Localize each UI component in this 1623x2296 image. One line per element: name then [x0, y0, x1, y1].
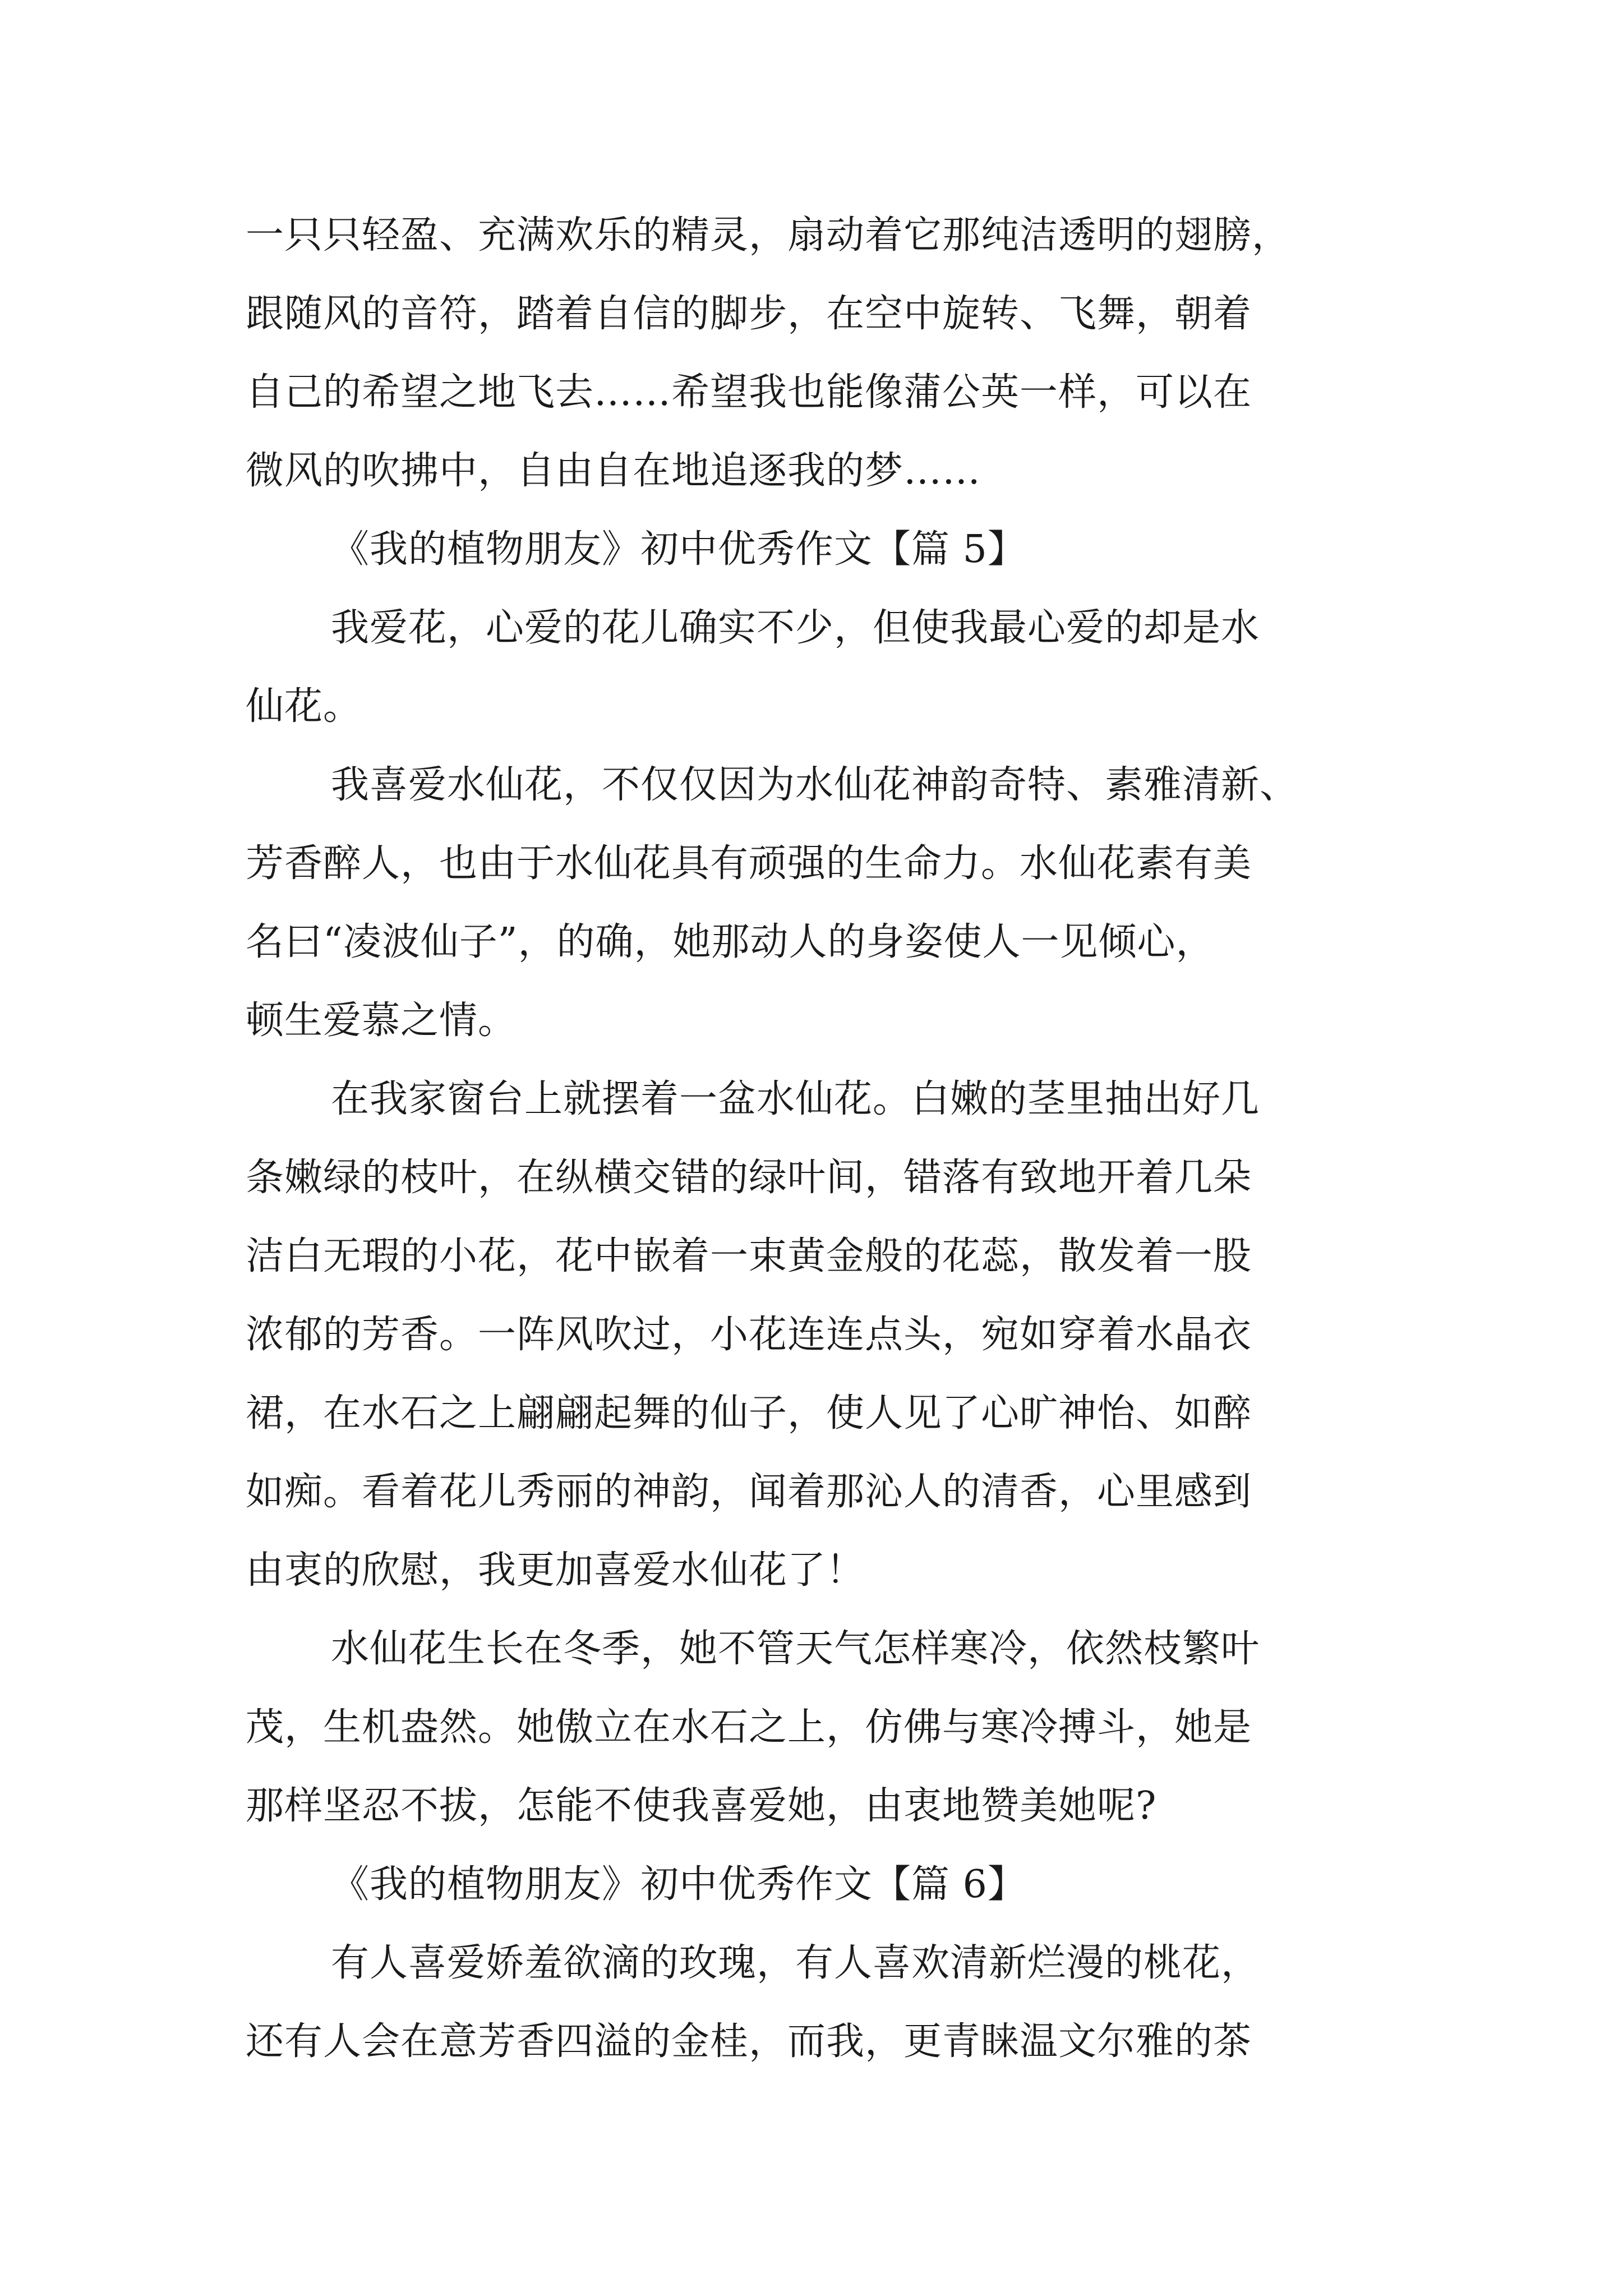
text-line: 仙花。: [246, 684, 362, 729]
text-line: 我喜爱水仙花，不仅仅因为水仙花神韵奇特、素雅清新、: [331, 763, 1299, 807]
text-line: 如痴。看着花儿秀丽的神韵，闻着那沁人的清香，心里感到: [246, 1470, 1252, 1514]
text-line: 自己的希望之地飞去……希望我也能像蒲公英一样，可以在: [246, 370, 1252, 415]
text-line: 浓郁的芳香。一阵风吹过，小花连连点头，宛如穿着水晶衣: [246, 1313, 1252, 1357]
text-line: 一只只轻盈、充满欢乐的精灵，扇动着它那纯洁透明的翅膀，: [246, 213, 1291, 257]
text-line: 我爱花，心爱的花儿确实不少，但使我最心爱的却是水: [331, 606, 1260, 650]
text-line: 洁白无瑕的小花，花中嵌着一束黄金般的花蕊，散发着一股: [246, 1234, 1252, 1278]
text-line: 芳香醉人，也由于水仙花具有顽强的生命力。水仙花素有美: [246, 841, 1252, 886]
section-heading: 《我的植物朋友》初中优秀作文【篇 5】: [331, 527, 1026, 572]
text-line: 跟随风的音符，踏着自信的脚步，在空中旋转、飞舞，朝着: [246, 292, 1252, 336]
text-line: 那样坚忍不拔，怎能不使我喜爱她，由衷地赞美她呢?: [246, 1784, 1157, 1828]
text-line: 还有人会在意芳香四溢的金桂，而我，更青睐温文尔雅的茶: [246, 2019, 1252, 2064]
text-line: 水仙花生长在冬季，她不管天气怎样寒冷，依然枝繁叶: [331, 1627, 1260, 1671]
text-line: 在我家窗台上就摆着一盆水仙花。白嫩的茎里抽出好几: [331, 1077, 1260, 1121]
section-heading: 《我的植物朋友》初中优秀作文【篇 6】: [331, 1862, 1026, 1907]
text-line: 由衷的欣慰，我更加喜爱水仙花了！: [246, 1548, 865, 1593]
text-line: 名曰“凌波仙子”，的确，她那动人的身姿使人一见倾心，: [246, 920, 1215, 964]
body-text: [246, 196, 1390, 2081]
text-line: 微风的吹拂中，自由自在地追逐我的梦……: [246, 449, 981, 493]
text-line: 顿生爱慕之情。: [246, 999, 517, 1043]
text-line: 有人喜爱娇羞欲滴的玫瑰，有人喜欢清新烂漫的桃花，: [331, 1941, 1260, 1985]
text-line: 条嫩绿的枝叶，在纵横交错的绿叶间，错落有致地开着几朵: [246, 1156, 1252, 1200]
text-line: 茂，生机盎然。她傲立在水石之上，仿佛与寒冷搏斗，她是: [246, 1705, 1252, 1750]
text-line: 裙，在水石之上翩翩起舞的仙子，使人见了心旷神怡、如醉: [246, 1391, 1252, 1435]
